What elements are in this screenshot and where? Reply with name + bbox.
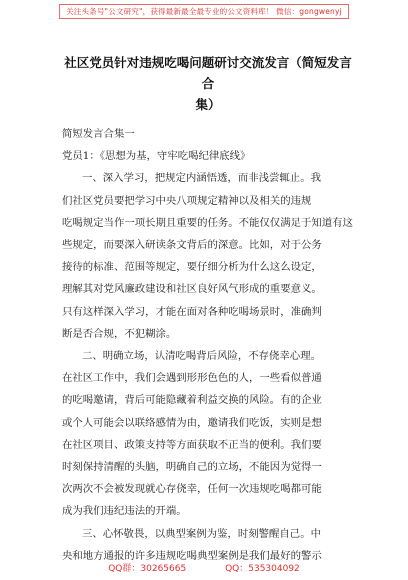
paragraph-line: 次两次不会被发现就心存侥幸，任何一次违规吃喝都可能 (62, 483, 322, 496)
paragraph-line: 成为我们违纪违法的开端。 (62, 505, 187, 518)
title-line-2: 集） (195, 97, 221, 112)
qq-group-number: QQ群：30265665 (108, 564, 187, 574)
paragraph-line: 接待的标准、范围等规定，要仔细分析为什么这么设定， (62, 261, 322, 274)
paragraph-line: 们社区党员要把学习中央八项规定精神以及相关的违规 (62, 194, 312, 207)
paragraph-1 (62, 167, 354, 345)
qq-number: QQ：535304092 (225, 564, 300, 574)
paragraph-line: 理解其对党风廉政建设和社区良好风气形成的重要意义。 (62, 283, 322, 296)
paragraph-line: 一、深入学习，把规定内涵悟透，而非浅尝辄止。我 (82, 172, 321, 185)
paragraph-line: 断是否合规，不犯糊涂。 (62, 327, 177, 340)
document-body (62, 52, 354, 567)
promo-banner: 关注头条号"公文研究"，获得最新最全最专业的公文资料库！ 微信：gongwenyj (59, 4, 349, 19)
paragraph-line: 的吃喝邀请，背后可能隐藏着利益交换的风险。有的企业 (62, 394, 322, 407)
paragraph-line: 时刻保持清醒的头脑，明确自己的立场，不能因为觉得一 (62, 461, 322, 474)
paragraph-line: 二、明确立场，认清吃喝背后风险，不存侥幸心理。 (82, 350, 321, 363)
paragraph-line: 吃喝规定当作一项长期且重要的任务。不能仅仅满足于知道有这 (62, 216, 353, 229)
paragraph-line: 在社区项目、政策支持等方面获取不正当的便利。我们要 (62, 438, 322, 451)
footer-contact (0, 561, 408, 574)
paragraph-2 (62, 345, 354, 523)
paragraph-line: 三、心怀敬畏，以典型案例为鉴，时刻警醒自己。中 (82, 527, 321, 540)
paragraph-line: 只有这样深入学习，才能在面对各种吃喝场景时，准确判 (62, 305, 322, 318)
title-line-1: 社区党员针对违规吃喝问题研讨交流发言（简短发言合 (64, 55, 352, 91)
paragraph-line: 些规定，而要深入研读条文背后的深意。比如，对于公务 (62, 239, 322, 252)
paragraph-line: 央和地方通报的许多违规吃喝典型案例是我们最好的警示 (62, 549, 322, 562)
section-heading: 简短发言合集一 (62, 128, 135, 140)
document-title (62, 52, 354, 115)
paragraph-line: 或个人可能会以联络感情为由，邀请我们吃饭，实则是想 (62, 416, 322, 429)
paragraph-line: 在社区工作中，我们会遇到形形色色的人，一些看似普通 (62, 372, 322, 385)
speaker-line: 党员1：《思想为基，守牢吃喝纪律底线》 (62, 150, 251, 163)
